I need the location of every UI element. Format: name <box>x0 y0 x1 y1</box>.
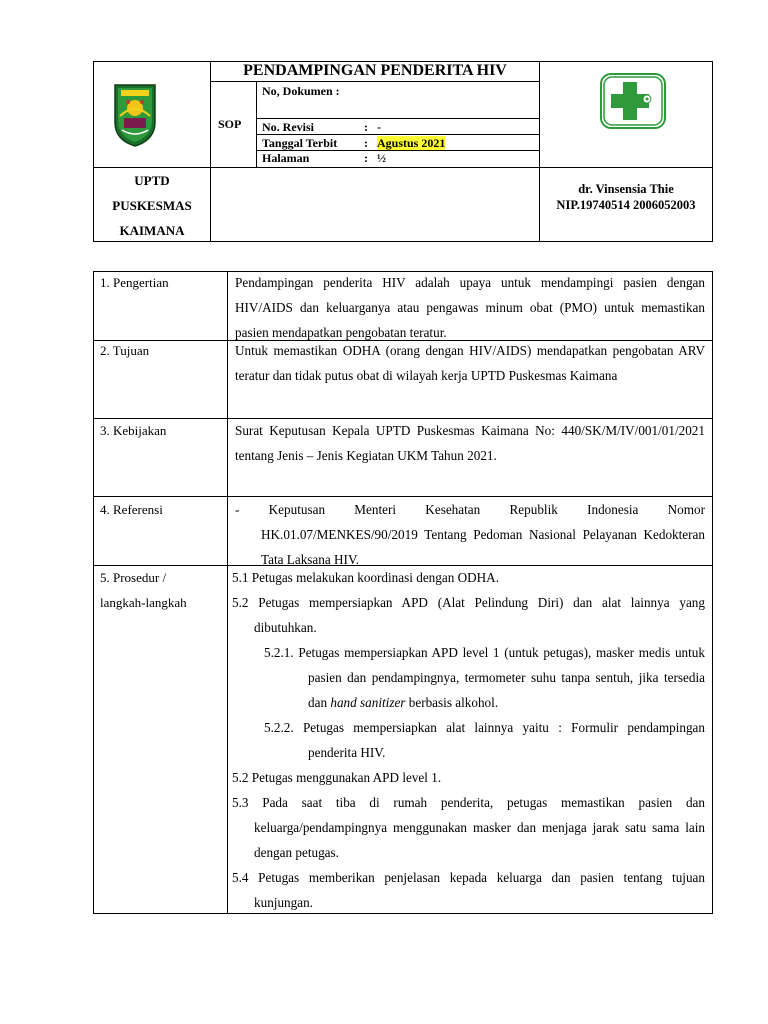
tanggal-terbit-value: Agustus 2021 <box>377 136 446 150</box>
prosedur-label-line-1: 5. Prosedur / <box>100 570 167 585</box>
tanggal-terbit-label: Tanggal Terbit <box>262 136 338 150</box>
signer-block <box>540 181 712 213</box>
prosedur-label-line-2: langkah-langkah <box>100 595 187 610</box>
kaimana-emblem-icon <box>112 82 158 153</box>
step-5-2-2: 5.2.2. Petugas mempersiapkan alat lainnya yaitu : Formulir pendampingan penderita HIV. <box>264 720 705 760</box>
step-5-4: 5.4 Petugas memberikan penjelasan kepada keluarga dan pasien tentang tujuan kunjungan. <box>232 870 705 910</box>
signer-name: dr. Vinsensia Thie <box>578 182 674 196</box>
sop-label: SOP <box>218 117 242 131</box>
pengertian-text: Pendampingan penderita HIV adalah upaya untuk mendampingi pasien dengan HIV/AIDS dan keluarganya atau pengawas minum obat (PMO) untuk memastikan pasien mendapatkan pengobatan teratur. <box>235 275 705 340</box>
prosedur-label <box>100 565 187 615</box>
referensi-label: 4. Referensi <box>100 502 163 517</box>
step-5-1: 5.1 Petugas melakukan koordinasi dengan ODHA. <box>232 570 499 585</box>
step-5-2: 5.2 Petugas mempersiapkan APD (Alat Pelindung Diri) dan alat lainnya yang dibutuhkan. <box>232 595 705 635</box>
referensi-text: - Keputusan Menteri Kesehatan Republik Indonesia Nomor HK.01.07/MENKES/90/2019 Tentang Pedoman Nasional Pelayanan Kedokteran Tata Laksana HIV. <box>235 502 705 567</box>
step-5-3-apd: 5.2 Petugas menggunakan APD level 1. <box>232 770 442 785</box>
step-5-2-1-italic: hand sanitizer <box>330 695 406 710</box>
signer-nip: NIP.19740514 2006052003 <box>556 198 696 212</box>
no-revisi-label: No. Revisi <box>262 120 314 134</box>
puskesmas-cross-icon <box>600 73 666 134</box>
document-title: PENDAMPINGAN PENDERITA HIV <box>243 62 507 79</box>
prosedur-steps <box>232 565 705 915</box>
org-line-2: PUSKESMAS <box>112 198 192 213</box>
no-dokumen-label: No, Dokumen : <box>262 84 340 98</box>
org-line-1: UPTD <box>134 173 170 188</box>
step-5-3: 5.3 Pada saat tiba di rumah penderita, petugas memastikan pasien dan keluarga/pendampingnya menggunakan masker dan menjaga jarak satu sama lain dengan petugas. <box>232 795 705 860</box>
pengertian-label: 1. Pengertian <box>100 275 169 290</box>
kebijakan-label: 3. Kebijakan <box>100 423 167 438</box>
halaman-value: ½ <box>377 151 386 165</box>
organization-name <box>94 168 210 243</box>
kebijakan-text: Surat Keputusan Kepala UPTD Puskesmas Kaimana No: 440/SK/M/IV/001/01/2021 tentang Jenis – Jenis Kegiatan UKM Tahun 2021. <box>235 423 705 463</box>
no-revisi-value: - <box>377 120 381 134</box>
halaman-label: Halaman <box>262 151 310 165</box>
step-5-2-1-tail: berbasis alkohol. <box>405 695 499 710</box>
halaman-sep: : <box>364 151 368 165</box>
tujuan-text: Untuk memastikan ODHA (orang dengan HIV/AIDS) mendapatkan pengobatan ARV teratur dan tidak putus obat di wilayah kerja UPTD Puskesmas Kaimana <box>235 343 705 383</box>
no-revisi-sep: : <box>364 120 368 134</box>
step-5-2-1-text: 5.2.1. Petugas mempersiapkan APD level 1 (untuk petugas), masker medis untuk pasien dan pendampingnya, termometer suhu tanpa sentuh, jika tersedia dan <box>264 645 705 710</box>
step-5-2-1 <box>232 640 705 715</box>
tanggal-terbit-sep: : <box>364 136 368 150</box>
tujuan-label: 2. Tujuan <box>100 343 150 358</box>
org-line-3: KAIMANA <box>119 223 185 238</box>
